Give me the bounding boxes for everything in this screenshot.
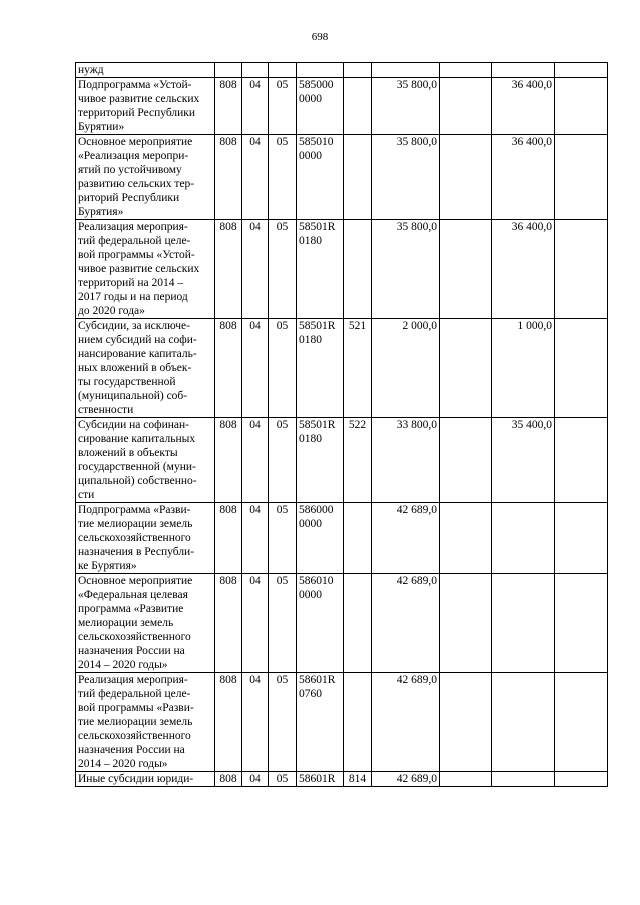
table-row bbox=[76, 772, 608, 787]
row-expense-type-cell bbox=[344, 574, 372, 673]
row-expense-type-cell: 522 bbox=[344, 418, 372, 503]
row-adm-code-cell: 808 bbox=[215, 673, 242, 772]
row-target-article-cell: 585010 0000 bbox=[297, 135, 344, 220]
row-amount-4-cell bbox=[555, 63, 608, 78]
budget-table-body bbox=[76, 63, 608, 787]
table-row bbox=[76, 135, 608, 220]
row-subsection-cell: 05 bbox=[269, 78, 297, 135]
row-subsection-cell: 05 bbox=[269, 418, 297, 503]
row-target-article-cell: 58501R 0180 bbox=[297, 220, 344, 319]
row-amount-4-cell bbox=[555, 503, 608, 574]
row-section-cell: 04 bbox=[242, 574, 269, 673]
row-expense-type-cell: 521 bbox=[344, 319, 372, 418]
row-amount-3-cell bbox=[492, 63, 555, 78]
row-expense-type-cell bbox=[344, 135, 372, 220]
table-row bbox=[76, 63, 608, 78]
row-adm-code-cell: 808 bbox=[215, 503, 242, 574]
row-adm-code-cell: 808 bbox=[215, 135, 242, 220]
row-name-cell: Подпрограмма «Разви- тие мелиорации земель сельскохозяйственного назначения в Республи- ке Бурятия» bbox=[76, 503, 215, 574]
row-target-article-cell: 58501R 0180 bbox=[297, 418, 344, 503]
row-amount-4-cell bbox=[555, 418, 608, 503]
row-name-cell: Основное мероприятие «Реализация меропри- ятий по устойчивому развитию сельских тер- риторий Республики Бурятия» bbox=[76, 135, 215, 220]
row-amount-3-cell: 36 400,0 bbox=[492, 78, 555, 135]
table-row bbox=[76, 78, 608, 135]
row-amount-2-cell bbox=[440, 418, 492, 503]
row-adm-code-cell: 808 bbox=[215, 78, 242, 135]
row-amount-2-cell bbox=[440, 135, 492, 220]
table-row bbox=[76, 503, 608, 574]
row-amount-4-cell bbox=[555, 220, 608, 319]
row-amount-2-cell bbox=[440, 772, 492, 787]
row-section-cell: 04 bbox=[242, 503, 269, 574]
row-name-cell: Реализация мероприя- тий федеральной целе- вой программы «Устой- чивое развитие сельских территорий на 2014 – 2017 годы и на период до 2020 года» bbox=[76, 220, 215, 319]
row-section-cell: 04 bbox=[242, 135, 269, 220]
row-amount-2-cell bbox=[440, 319, 492, 418]
row-amount-3-cell: 36 400,0 bbox=[492, 220, 555, 319]
row-target-article-cell: 58601R 0760 bbox=[297, 673, 344, 772]
row-name-cell: Иные субсидии юриди- bbox=[76, 772, 215, 787]
row-amount-1-cell: 42 689,0 bbox=[372, 772, 440, 787]
row-target-article-cell: 586000 0000 bbox=[297, 503, 344, 574]
row-expense-type-cell bbox=[344, 78, 372, 135]
row-amount-1-cell: 42 689,0 bbox=[372, 673, 440, 772]
row-adm-code-cell: 808 bbox=[215, 418, 242, 503]
row-amount-3-cell bbox=[492, 574, 555, 673]
row-amount-4-cell bbox=[555, 78, 608, 135]
row-amount-1-cell: 35 800,0 bbox=[372, 220, 440, 319]
row-amount-2-cell bbox=[440, 503, 492, 574]
row-amount-3-cell: 35 400,0 bbox=[492, 418, 555, 503]
row-subsection-cell: 05 bbox=[269, 135, 297, 220]
row-expense-type-cell bbox=[344, 503, 372, 574]
row-amount-2-cell bbox=[440, 78, 492, 135]
row-expense-type-cell bbox=[344, 220, 372, 319]
row-target-article-cell: 585000 0000 bbox=[297, 78, 344, 135]
row-amount-2-cell bbox=[440, 63, 492, 78]
row-expense-type-cell bbox=[344, 63, 372, 78]
row-amount-1-cell: 2 000,0 bbox=[372, 319, 440, 418]
row-section-cell: 04 bbox=[242, 319, 269, 418]
row-amount-2-cell bbox=[440, 673, 492, 772]
row-adm-code-cell: 808 bbox=[215, 220, 242, 319]
row-target-article-cell: 58601R bbox=[297, 772, 344, 787]
row-subsection-cell: 05 bbox=[269, 503, 297, 574]
page-number: 698 bbox=[311, 31, 329, 43]
row-target-article-cell: 58501R 0180 bbox=[297, 319, 344, 418]
row-subsection-cell: 05 bbox=[269, 772, 297, 787]
row-amount-1-cell: 42 689,0 bbox=[372, 503, 440, 574]
row-amount-2-cell bbox=[440, 574, 492, 673]
row-amount-3-cell bbox=[492, 772, 555, 787]
row-name-cell: Субсидии, за исключе- нием субсидий на софи- нансирование капиталь- ных вложений в объек- ты государственной (муниципальной) соб- ственности bbox=[76, 319, 215, 418]
row-amount-1-cell: 33 800,0 bbox=[372, 418, 440, 503]
row-adm-code-cell: 808 bbox=[215, 319, 242, 418]
row-section-cell: 04 bbox=[242, 673, 269, 772]
row-section-cell: 04 bbox=[242, 220, 269, 319]
row-expense-type-cell bbox=[344, 673, 372, 772]
row-amount-1-cell: 35 800,0 bbox=[372, 78, 440, 135]
row-amount-1-cell: 42 689,0 bbox=[372, 574, 440, 673]
row-subsection-cell: 05 bbox=[269, 220, 297, 319]
row-target-article-cell bbox=[297, 63, 344, 78]
row-section-cell: 04 bbox=[242, 772, 269, 787]
row-adm-code-cell: 808 bbox=[215, 772, 242, 787]
row-expense-type-cell: 814 bbox=[344, 772, 372, 787]
row-name-cell: нужд bbox=[76, 63, 215, 78]
row-target-article-cell: 586010 0000 bbox=[297, 574, 344, 673]
row-amount-4-cell bbox=[555, 135, 608, 220]
row-amount-3-cell bbox=[492, 503, 555, 574]
row-adm-code-cell: 808 bbox=[215, 574, 242, 673]
budget-table bbox=[75, 62, 608, 787]
table-row bbox=[76, 574, 608, 673]
row-subsection-cell: 05 bbox=[269, 673, 297, 772]
row-amount-4-cell bbox=[555, 319, 608, 418]
table-row bbox=[76, 418, 608, 503]
row-amount-4-cell bbox=[555, 574, 608, 673]
row-adm-code-cell bbox=[215, 63, 242, 78]
row-amount-2-cell bbox=[440, 220, 492, 319]
row-subsection-cell bbox=[269, 63, 297, 78]
row-name-cell: Подпрограмма «Устой- чивое развитие сельских территорий Республики Бурятии» bbox=[76, 78, 215, 135]
row-amount-1-cell: 35 800,0 bbox=[372, 135, 440, 220]
row-name-cell: Основное мероприятие «Федеральная целевая программа «Развитие мелиорации земель сельскохозяйственного назначения России на 2014 – 2020 годы» bbox=[76, 574, 215, 673]
table-row bbox=[76, 673, 608, 772]
table-row bbox=[76, 220, 608, 319]
row-section-cell bbox=[242, 63, 269, 78]
row-name-cell: Реализация мероприя- тий федеральной целе- вой программы «Разви- тие мелиорации земель сельскохозяйственного назначения России на 2014 – 2020 годы» bbox=[76, 673, 215, 772]
row-name-cell: Субсидии на софинан- сирование капитальных вложений в объекты государственной (муни- ципальной) собственно- сти bbox=[76, 418, 215, 503]
row-amount-1-cell bbox=[372, 63, 440, 78]
table-row bbox=[76, 319, 608, 418]
row-section-cell: 04 bbox=[242, 418, 269, 503]
row-section-cell: 04 bbox=[242, 78, 269, 135]
row-amount-4-cell bbox=[555, 772, 608, 787]
row-amount-3-cell: 36 400,0 bbox=[492, 135, 555, 220]
row-subsection-cell: 05 bbox=[269, 574, 297, 673]
row-amount-3-cell bbox=[492, 673, 555, 772]
row-subsection-cell: 05 bbox=[269, 319, 297, 418]
row-amount-3-cell: 1 000,0 bbox=[492, 319, 555, 418]
row-amount-4-cell bbox=[555, 673, 608, 772]
